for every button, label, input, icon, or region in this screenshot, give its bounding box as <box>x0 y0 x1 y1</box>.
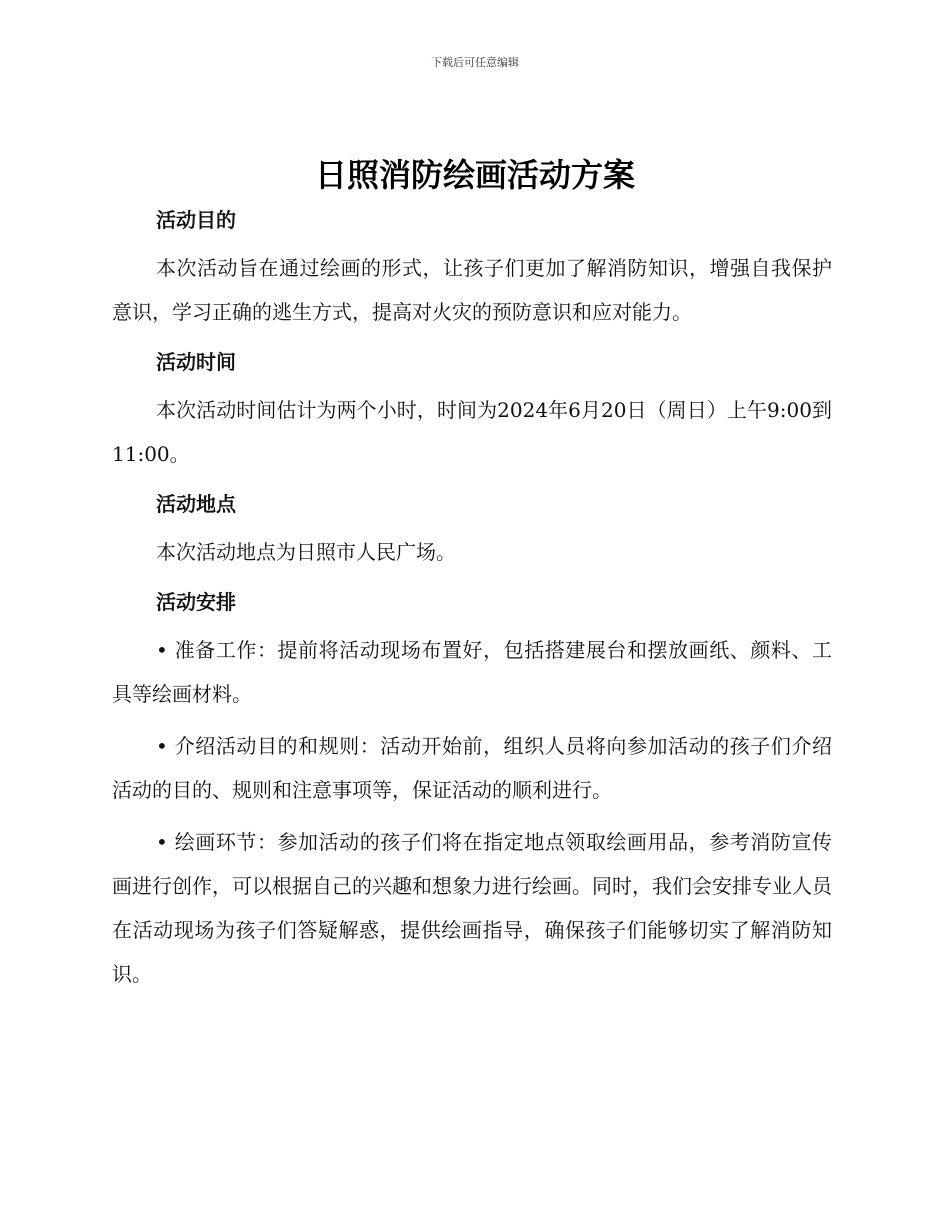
section-heading: 活动地点 <box>156 492 236 516</box>
section-time <box>112 344 832 476</box>
paragraph: 本次活动旨在通过绘画的形式，让孩子们更加了解消防知识，增强自我保护意识，学习正确的逃生方式，提高对火灾的预防意识和应对能力。 <box>112 256 832 324</box>
list-item: • 介绍活动目的和规则：活动开始前，组织人员将向参加活动的孩子们介绍活动的目的、规则和注意事项等，保证活动的顺利进行。 <box>112 734 832 802</box>
page-title: 日照消防绘画活动方案 <box>314 156 635 194</box>
document-body <box>112 202 832 996</box>
paragraph: 本次活动地点为日照市人民广场。 <box>156 540 456 564</box>
section-purpose <box>112 202 832 334</box>
list-item: • 绘画环节：参加活动的孩子们将在指定地点领取绘画用品，参考消防宣传画进行创作，可以根据自己的兴趣和想象力进行绘画。同时，我们会安排专业人员在活动现场为孩子们答疑解惑，提供绘画指导，确保孩子们能够切实了解消防知识。 <box>112 830 832 986</box>
section-heading: 活动目的 <box>156 208 236 232</box>
section-heading: 活动时间 <box>156 350 236 374</box>
section-arrangement <box>112 584 832 996</box>
paragraph: 本次活动时间估计为两个小时，时间为2024年6月20日（周日）上午9:00到11:00。 <box>112 398 832 466</box>
list-item: • 准备工作：提前将活动现场布置好，包括搭建展台和摆放画纸、颜料、工具等绘画材料。 <box>112 638 832 706</box>
section-heading: 活动安排 <box>156 590 236 614</box>
header-note: 下载后可任意编辑 <box>431 56 519 69</box>
section-location <box>112 486 832 574</box>
